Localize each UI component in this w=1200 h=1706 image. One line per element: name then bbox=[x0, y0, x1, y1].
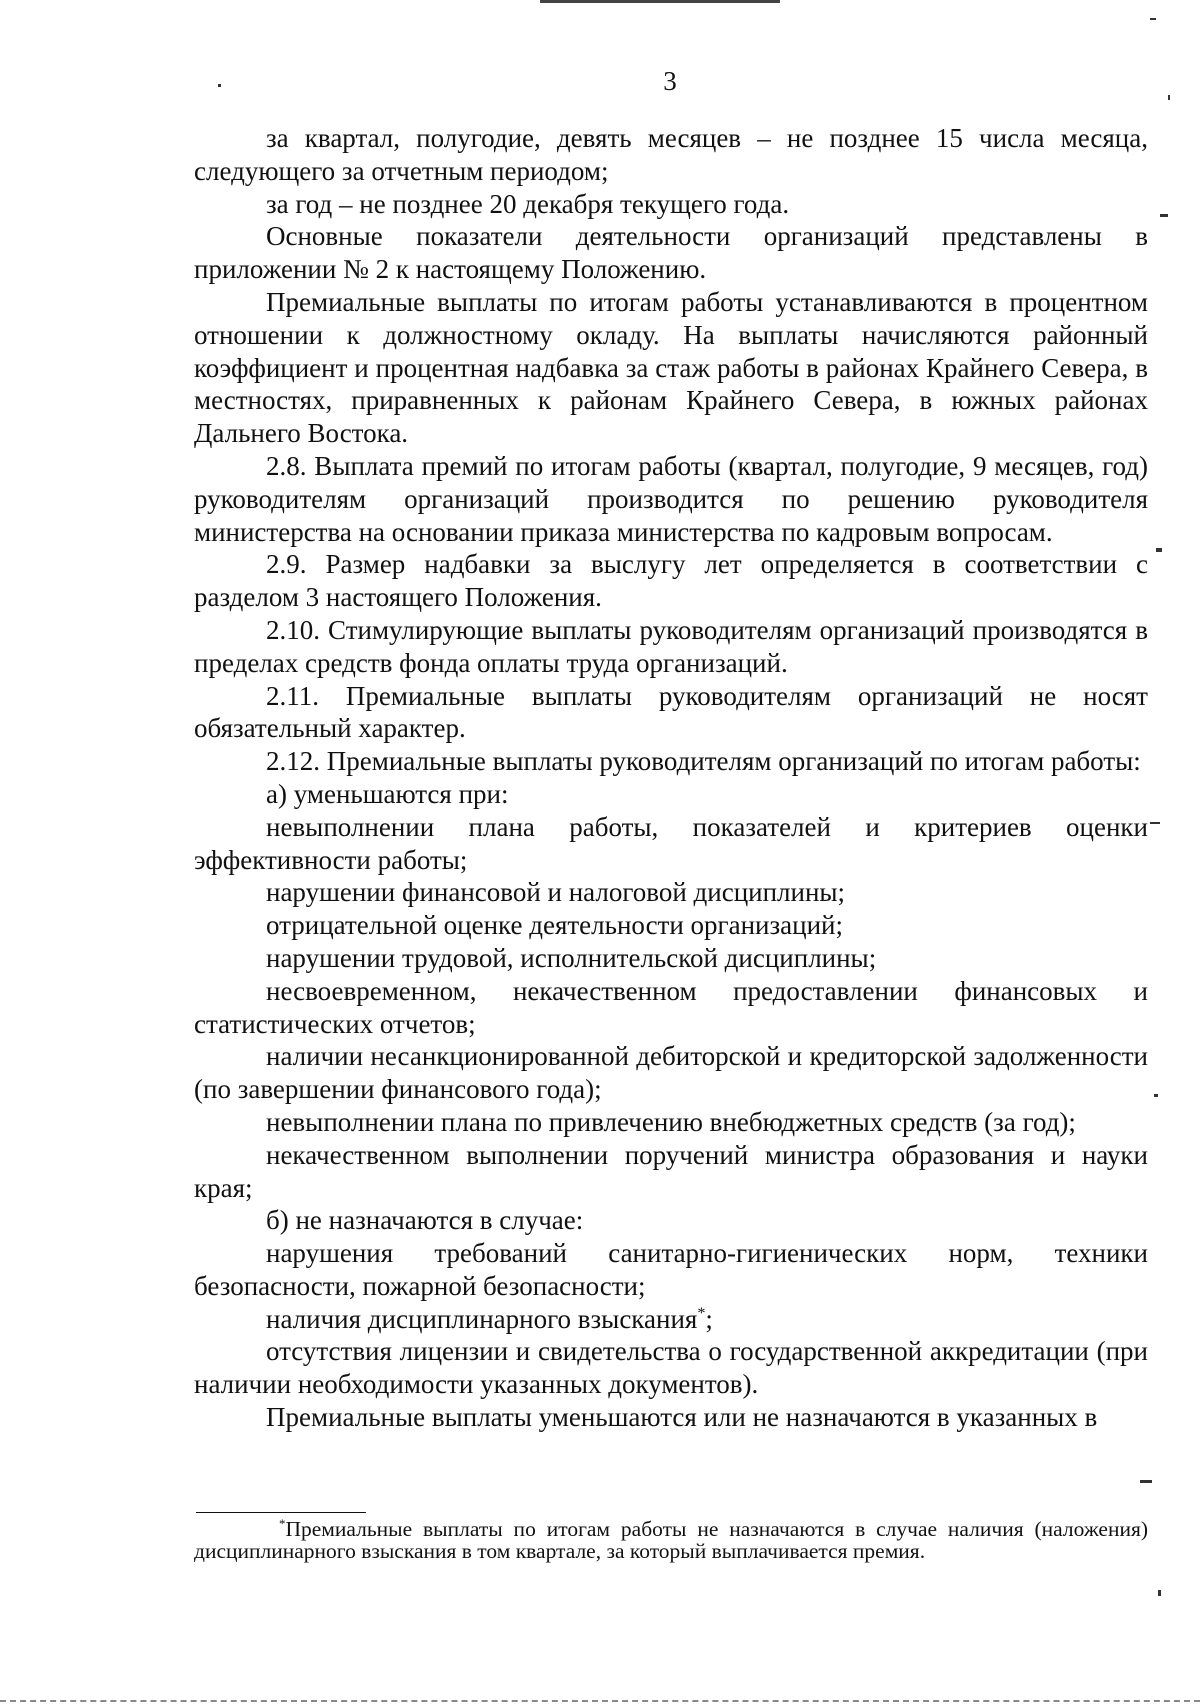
scan-speck bbox=[218, 84, 221, 87]
scan-speck bbox=[1168, 95, 1170, 100]
paragraph-clause-2-11: 2.11. Премиальные выплаты руководителям организаций не носят обязательный характер. bbox=[194, 680, 1148, 744]
paragraph: Премиальные выплаты уменьшаются или не назначаются в указанных в bbox=[266, 1402, 1098, 1433]
list-item bbox=[194, 1303, 1148, 1336]
footnote-divider bbox=[196, 1512, 366, 1513]
scan-artifact-bottom bbox=[0, 1700, 1200, 1704]
paragraph: за год – не позднее 20 декабря текущего года. bbox=[266, 188, 790, 219]
list-item: нарушения требований санитарно-гигиенических норм, техники безопасности, пожарной безопасности; bbox=[194, 1238, 1148, 1301]
list-item: нарушении трудовой, исполнительской дисциплины; bbox=[266, 942, 877, 973]
paragraph: за квартал, полугодие, девять месяцев – не позднее 15 числа месяца, следующего за отчетным периодом; bbox=[194, 123, 1148, 186]
footnote-reference[interactable]: * bbox=[697, 1303, 706, 1322]
list-heading-b: б) не назначаются в случае: bbox=[266, 1205, 584, 1236]
scan-speck bbox=[1158, 1590, 1161, 1596]
paragraph-clause-2-12: 2.12. Премиальные выплаты руководителям организаций по итогам работы: bbox=[266, 746, 1141, 777]
footnote-text: Премиальные выплаты по итогам работы не назначаются в случае наличия (наложения) дисциплинарного взыскания в том квартале, за который выплачивается премия. bbox=[194, 1517, 1148, 1563]
list-item: несвоевременном, некачественном предоставлении финансовых и статистических отчетов; bbox=[194, 975, 1148, 1039]
list-item: отсутствия лицензии и свидетельства о государственной аккредитации (при наличии необходимости указанных документов). bbox=[194, 1336, 1148, 1400]
document-body bbox=[194, 122, 1148, 1434]
list-heading-a: а) уменьшаются при: bbox=[266, 778, 509, 809]
scan-speck bbox=[1156, 548, 1162, 552]
list-item-punctuation: ; bbox=[705, 1303, 713, 1334]
scan-speck bbox=[1154, 1094, 1158, 1097]
scan-speck bbox=[1140, 1480, 1152, 1483]
footnote bbox=[194, 1518, 1148, 1562]
paragraph: Основные показатели деятельности организаций представлены в приложении № 2 к настоящему Положению. bbox=[194, 221, 1148, 285]
paragraph-clause-2-10: 2.10. Стимулирующие выплаты руководителям организаций производятся в пределах средств фонда оплаты труда организаций. bbox=[194, 614, 1148, 678]
paragraph-clause-2-9: 2.9. Размер надбавки за выслугу лет определяется в соответствии с разделом 3 настоящего Положения. bbox=[194, 549, 1148, 613]
page-number: 3 bbox=[663, 66, 677, 96]
scan-speck bbox=[1160, 214, 1168, 217]
paragraph: Премиальные выплаты по итогам работы устанавливаются в процентном отношении к должностному окладу. На выплаты начисляются районный коэффициент и процентная надбавка за стаж работы в районах Крайнего Севера, в местностях, приравненных к районам Крайнего Севера, в южных районах Дальнего Востока. bbox=[194, 286, 1148, 449]
scan-artifact-top bbox=[540, 0, 780, 3]
paragraph-clause-2-8: 2.8. Выплата премий по итогам работы (квартал, полугодие, 9 месяцев, год) руководителям организаций производится по решению руководителя министерства на основании приказа министерства по кадровым вопросам. bbox=[194, 450, 1148, 547]
list-item: невыполнении плана по привлечению внебюджетных средств (за год); bbox=[266, 1106, 1076, 1137]
list-item-text: наличия дисциплинарного взыскания bbox=[266, 1303, 698, 1334]
list-item: некачественном выполнении поручений министра образования и науки края; bbox=[194, 1139, 1148, 1203]
list-item: нарушении финансовой и налоговой дисциплины; bbox=[266, 877, 846, 908]
list-item: наличии несанкционированной дебиторской и кредиторской задолженности (по завершении финансового года); bbox=[194, 1041, 1148, 1105]
scan-speck bbox=[1150, 822, 1160, 824]
scan-speck bbox=[1150, 18, 1156, 20]
footnote-mark: * bbox=[279, 1516, 286, 1531]
list-item: невыполнении плана работы, показателей и критериев оценки эффективности работы; bbox=[194, 811, 1148, 875]
list-item: отрицательной оценке деятельности организаций; bbox=[266, 910, 844, 941]
